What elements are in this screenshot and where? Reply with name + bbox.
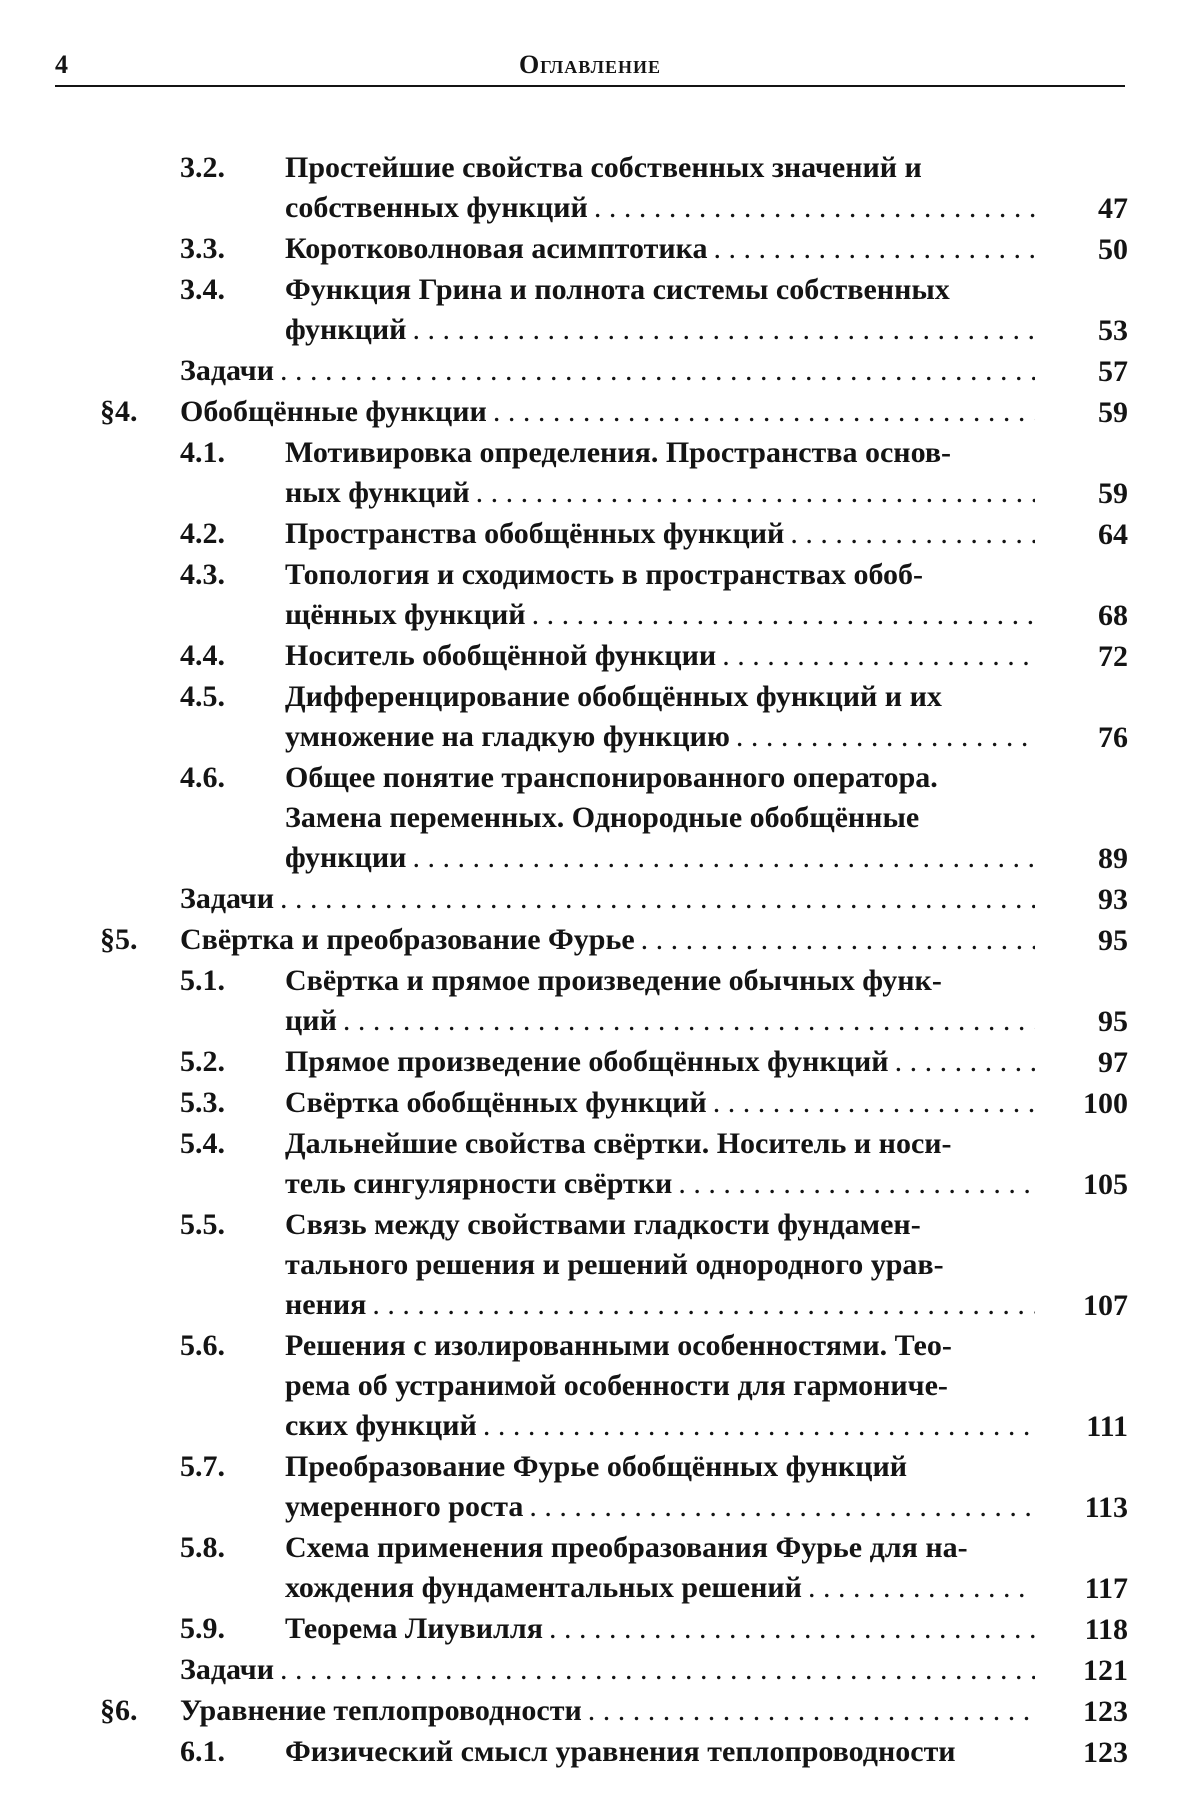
page-number: 4	[55, 50, 68, 79]
toc-entry	[0, 351, 1200, 392]
toc-title-line: ных функций	[285, 476, 470, 509]
toc-entry-number: 5.8.	[180, 1531, 225, 1564]
toc-entry	[0, 636, 1200, 677]
toc-title-line: Функция Грина и полнота системы собственных	[285, 273, 950, 306]
toc-page-number: 95	[1098, 1005, 1128, 1038]
toc-title-line: ских функций	[285, 1409, 477, 1442]
toc-entry-number: 5.7.	[180, 1450, 225, 1483]
toc-page-number: 95	[1098, 924, 1128, 957]
toc-entry-title	[285, 1609, 1035, 1649]
toc-entry-title	[285, 1732, 1035, 1772]
toc-entry-title	[285, 229, 1035, 269]
toc-title-line: функций	[285, 313, 407, 346]
toc-title-line: функции	[285, 841, 407, 874]
toc-page-number: 76	[1098, 721, 1128, 754]
toc-page-number: 118	[1084, 1613, 1128, 1646]
toc-page-number: 57	[1098, 355, 1128, 388]
dot-leader	[707, 1083, 1035, 1123]
toc-title-line: хождения фундаментальных решений	[285, 1571, 802, 1604]
toc-title-line: Носитель обобщённой функции	[285, 639, 717, 672]
toc-entry-number: 4.1.	[180, 436, 225, 469]
toc-entry-title	[285, 1083, 1035, 1123]
dot-leader	[477, 1406, 1035, 1446]
toc-title-line: Задачи	[180, 1653, 275, 1686]
toc-entry	[0, 1124, 1200, 1205]
dot-leader	[337, 1001, 1035, 1041]
toc-entry-title	[180, 392, 1035, 432]
toc-title-line: Топология и сходимость в пространствах обоб-	[285, 558, 924, 591]
toc-entry	[0, 148, 1200, 229]
toc-entry-number: 5.4.	[180, 1127, 225, 1160]
dot-leader	[406, 310, 1035, 350]
toc-title-line: нения	[285, 1288, 367, 1321]
toc-page-number: 68	[1098, 599, 1128, 632]
toc-entry-title	[285, 148, 1035, 228]
toc-title-line: тального решения и решений однородного урав-	[285, 1248, 944, 1281]
toc-entry-title	[285, 1326, 1035, 1446]
toc-title-line: умеренного роста	[285, 1490, 524, 1523]
dot-leader	[802, 1568, 1035, 1608]
toc-page-number: 100	[1083, 1087, 1128, 1120]
toc-entry-number: 5.3.	[180, 1086, 225, 1119]
toc-entry-number: 5.5.	[180, 1208, 225, 1241]
toc-entry	[0, 1447, 1200, 1528]
toc-entry	[0, 1205, 1200, 1326]
toc-entry-title	[180, 351, 1035, 391]
dot-leader	[274, 351, 1035, 391]
toc-entry-number: 5.2.	[180, 1045, 225, 1078]
toc-page-number: 105	[1083, 1168, 1128, 1201]
toc-page-number: 72	[1098, 640, 1128, 673]
toc-page-number: 123	[1083, 1695, 1128, 1728]
dot-leader	[274, 879, 1035, 919]
toc-entry-title	[285, 1447, 1035, 1527]
toc-entry	[0, 514, 1200, 555]
dot-leader	[406, 838, 1035, 878]
toc-entry-title	[180, 920, 1035, 960]
toc-title-line: Задачи	[180, 354, 275, 387]
toc-entry-title	[285, 1124, 1035, 1204]
dot-leader	[523, 1487, 1035, 1527]
toc-page-number: 93	[1098, 883, 1128, 916]
running-title: Оглавление	[518, 50, 662, 79]
toc-entry-title	[285, 270, 1035, 350]
toc-entry	[0, 1732, 1200, 1773]
toc-entry	[0, 1326, 1200, 1447]
toc-page-number: 89	[1098, 842, 1128, 875]
toc-title-line: умножение на гладкую функцию	[285, 720, 730, 753]
dot-leader	[274, 1650, 1035, 1690]
toc-entry	[0, 555, 1200, 636]
toc-entry-title	[285, 555, 1035, 635]
toc-entry	[0, 1528, 1200, 1609]
toc-title-line: Решения с изолированными особенностями. Тео-	[285, 1329, 952, 1362]
toc-title-line: Замена переменных. Однородные обобщённые	[285, 801, 920, 834]
toc-entry-number: 4.5.	[180, 680, 225, 713]
toc-entry-title	[285, 1042, 1035, 1082]
toc-title-line: Коротковолновая асимптотика	[285, 232, 708, 265]
toc-entry	[0, 677, 1200, 758]
toc-title-line: Мотивировка определения. Пространства основ-	[285, 436, 952, 469]
toc-entry-title	[180, 1691, 1035, 1731]
toc-title-line: собственных функций	[285, 191, 588, 224]
toc-title-line: Свёртка и преобразование Фурье	[180, 923, 635, 956]
toc-title-line: Свёртка обобщённых функций	[285, 1086, 707, 1119]
toc-page-number: 111	[1086, 1410, 1128, 1443]
toc-entry	[0, 879, 1200, 920]
dot-leader	[707, 229, 1035, 269]
toc-title-line: Пространства обобщённых функций	[285, 517, 785, 550]
toc-title-line: Задачи	[180, 882, 275, 915]
page-header	[55, 50, 1125, 90]
toc-entry-number: 3.2.	[180, 151, 225, 184]
toc-entry-number: 3.3.	[180, 232, 225, 265]
dot-leader	[366, 1285, 1035, 1325]
toc-entry	[0, 1691, 1200, 1732]
toc-entry	[0, 1042, 1200, 1083]
toc-title-line: Уравнение теплопроводности	[180, 1694, 582, 1727]
toc-entry-number: §5.	[100, 923, 138, 956]
dot-leader	[487, 392, 1035, 432]
toc-entry	[0, 270, 1200, 351]
toc-entry-number: 3.4.	[180, 273, 225, 306]
toc-title-line: Простейшие свойства собственных значений и	[285, 151, 922, 184]
toc-entry-title	[285, 1528, 1035, 1608]
toc-entry	[0, 1609, 1200, 1650]
toc-page-number: 107	[1083, 1289, 1128, 1322]
toc-entry-title	[285, 1205, 1035, 1325]
toc-page-number: 113	[1084, 1491, 1128, 1524]
toc-entry	[0, 961, 1200, 1042]
toc-entry	[0, 433, 1200, 514]
toc-title-line: Прямое произведение обобщённых функций	[285, 1045, 889, 1078]
toc-page-number: 121	[1083, 1654, 1128, 1687]
toc-title-line: Связь между свойствами гладкости фундамен-	[285, 1208, 921, 1241]
dot-leader	[588, 188, 1035, 228]
toc-entry	[0, 229, 1200, 270]
toc-page-number: 59	[1098, 477, 1128, 510]
toc-entry-title	[285, 636, 1035, 676]
toc-entry-number: 4.3.	[180, 558, 225, 591]
toc-entry	[0, 1083, 1200, 1124]
header-rule	[55, 85, 1125, 87]
toc-page-number: 50	[1098, 233, 1128, 266]
toc-entry-title	[285, 433, 1035, 513]
toc-page-number: 117	[1084, 1572, 1128, 1605]
toc-title-line: щённых функций	[285, 598, 526, 631]
toc-entry-title	[285, 758, 1035, 878]
toc-entry-number: 5.9.	[180, 1612, 225, 1645]
toc-page-number: 53	[1098, 314, 1128, 347]
dot-leader	[582, 1691, 1035, 1731]
toc-title-line: Преобразование Фурье обобщённых функций	[285, 1450, 908, 1483]
toc-title-line: Обобщённые функции	[180, 395, 487, 428]
toc-title-line: Схема применения преобразования Фурье для на-	[285, 1531, 968, 1564]
dot-leader	[730, 717, 1035, 757]
dot-leader	[889, 1042, 1035, 1082]
toc-title-line: тель сингулярности свёртки	[285, 1167, 673, 1200]
dot-leader	[470, 473, 1035, 513]
toc-entry-number: 4.4.	[180, 639, 225, 672]
toc-title-line: Физический смысл уравнения теплопроводности	[285, 1735, 956, 1768]
toc-entry-number: 4.6.	[180, 761, 225, 794]
toc-entry	[0, 758, 1200, 879]
toc-page-number: 123	[1083, 1736, 1128, 1769]
toc-page-number: 47	[1098, 192, 1128, 225]
toc-title-line: ций	[285, 1004, 337, 1037]
toc-entry-title	[285, 677, 1035, 757]
toc-title-line: Общее понятие транспонированного оператора.	[285, 761, 938, 794]
toc-entry-title	[285, 961, 1035, 1041]
dot-leader	[635, 920, 1035, 960]
toc-page-number: 97	[1098, 1046, 1128, 1079]
toc-entry-title	[180, 1650, 1035, 1690]
toc-entry-number: 4.2.	[180, 517, 225, 550]
toc-entry-title	[285, 514, 1035, 554]
toc-title-line: Теорема Лиувилля	[285, 1612, 543, 1645]
toc-entry	[0, 920, 1200, 961]
toc-title-line: Свёртка и прямое произведение обычных функ-	[285, 964, 942, 997]
toc-title-line: рема об устранимой особенности для гармониче-	[285, 1369, 948, 1402]
toc-title-line: Дальнейшие свойства свёртки. Носитель и носи-	[285, 1127, 952, 1160]
dot-leader	[543, 1609, 1035, 1649]
toc-entry-number: 6.1.	[180, 1735, 225, 1768]
toc-page-number: 59	[1098, 396, 1128, 429]
toc-entry-number: §6.	[100, 1694, 138, 1727]
toc-page-number: 64	[1098, 518, 1128, 551]
dot-leader	[716, 636, 1035, 676]
toc-title-line: Дифференцирование обобщённых функций и их	[285, 680, 942, 713]
toc-entry	[0, 392, 1200, 433]
toc-entry-number: §4.	[100, 395, 138, 428]
dot-leader	[526, 595, 1035, 635]
table-of-contents	[0, 148, 1200, 1773]
dot-leader	[784, 514, 1035, 554]
toc-entry	[0, 1650, 1200, 1691]
toc-entry-number: 5.6.	[180, 1329, 225, 1362]
toc-entry-title	[180, 879, 1035, 919]
toc-entry-number: 5.1.	[180, 964, 225, 997]
dot-leader	[672, 1164, 1035, 1204]
